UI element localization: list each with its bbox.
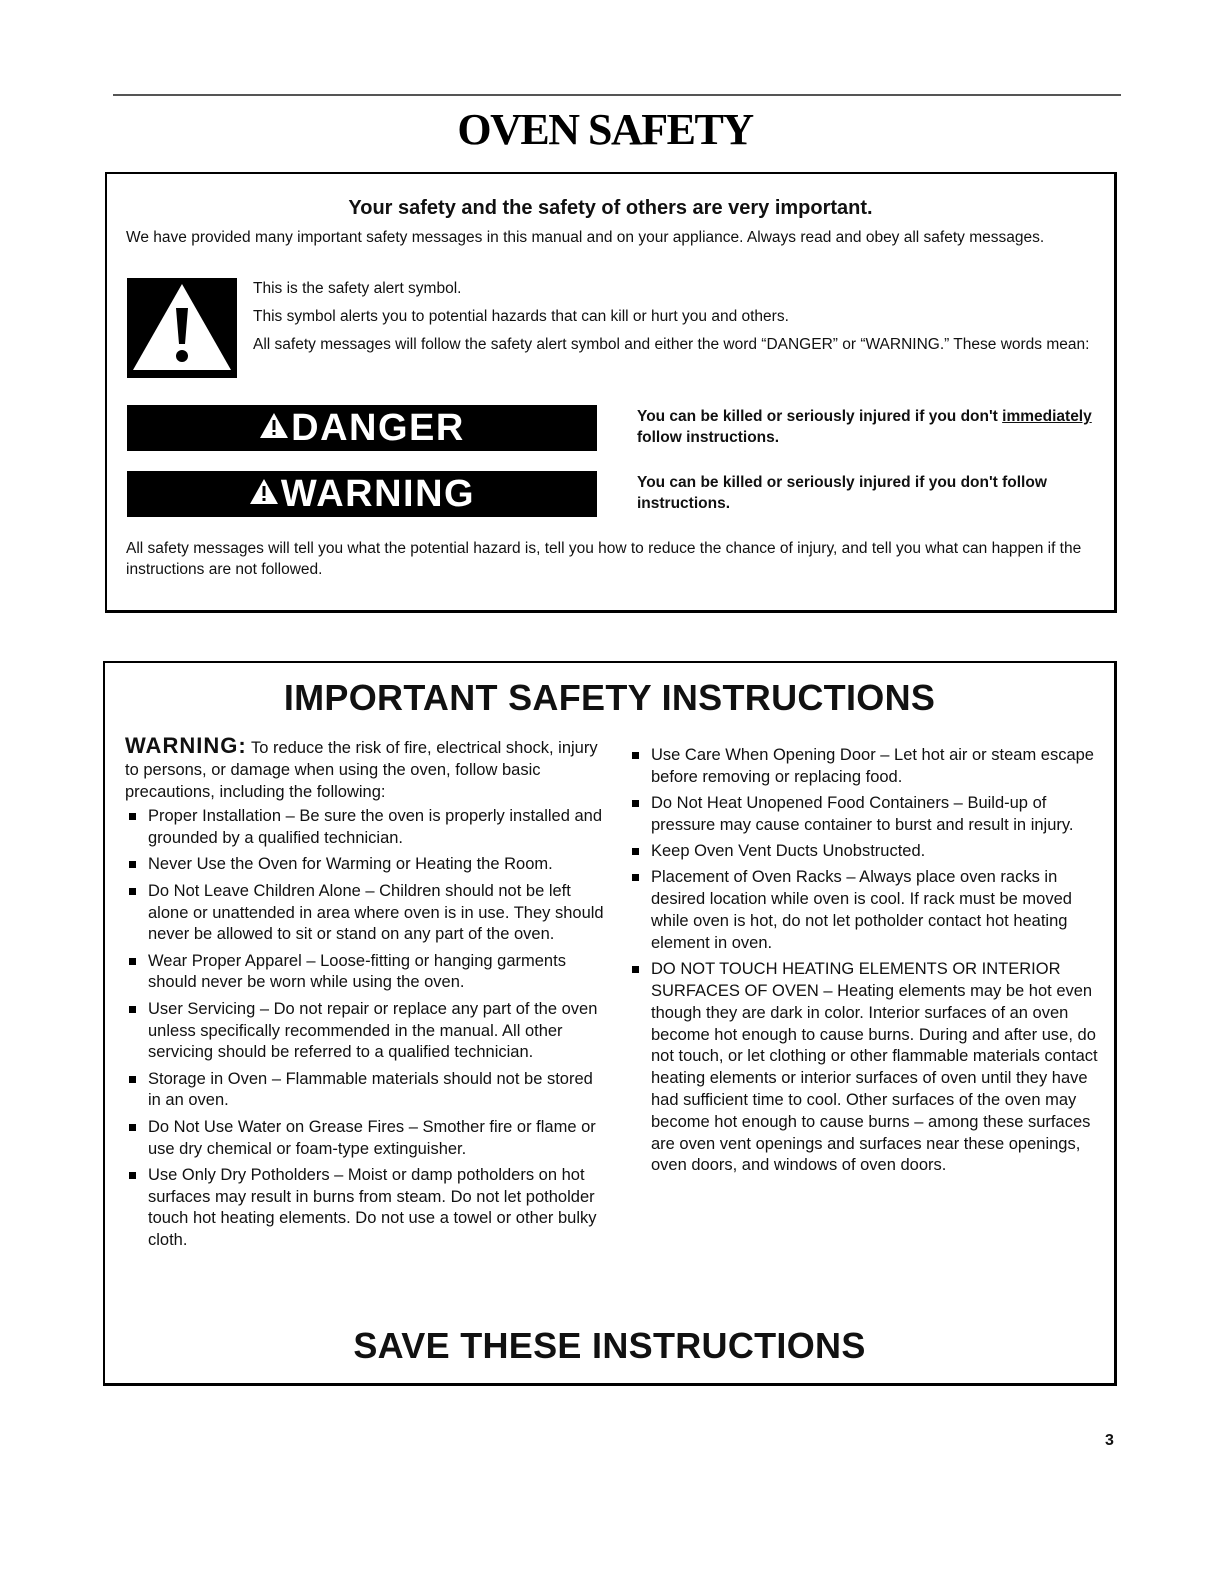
- warning-intro-label: WARNING:: [125, 733, 247, 758]
- bullet-icon: [129, 1006, 136, 1013]
- warning-signal-bar: [127, 471, 597, 517]
- list-item: Do Not Use Water on Grease Fires – Smother fire or flame or use dry chemical or foam-type extinguisher.: [125, 1117, 607, 1161]
- bullet-icon: [129, 888, 136, 895]
- page-title: OVEN SAFETY: [457, 105, 753, 154]
- list-item: Proper Installation – Be sure the oven is properly installed and grounded by a qualified technician.: [125, 806, 607, 850]
- bullet-icon: [129, 1172, 136, 1179]
- warning-intro-text: To reduce the risk of fire, electrical shock, injury to persons, or damage when using the oven, follow basic precautions, including the following:: [125, 739, 598, 801]
- list-item: Do Not Heat Unopened Food Containers – Build-up of pressure may cause container to burst and result in injury.: [628, 793, 1103, 837]
- list-item: Storage in Oven – Flammable materials should not be stored in an oven.: [125, 1069, 607, 1113]
- safety-alert-icon: [127, 278, 237, 378]
- bullet-icon: [129, 958, 136, 965]
- alert-line: All safety messages will follow the safety alert symbol and either the word “DANGER” or “WARNING.” These words mean:: [253, 336, 1090, 353]
- alert-line: This symbol alerts you to potential hazards that can kill or hurt you and others.: [253, 308, 789, 325]
- danger-signal-bar: [127, 405, 597, 451]
- bullet-icon: [632, 966, 639, 973]
- list-item: Do Not Leave Children Alone – Children should not be left alone or unattended in area where oven is in use. They should never be allowed to sit or stand on any part of the oven.: [125, 881, 607, 946]
- list-item: Never Use the Oven for Warming or Heating the Room.: [125, 854, 607, 876]
- bullet-icon: [129, 813, 136, 820]
- list-item: Use Care When Opening Door – Let hot air or steam escape before removing or replacing food.: [628, 745, 1103, 789]
- alert-triangle-icon: [249, 478, 279, 505]
- bullet-icon: [129, 1124, 136, 1131]
- warning-label: WARNING: [280, 473, 476, 515]
- safety-message-box: [105, 172, 1117, 613]
- bullet-icon: [632, 848, 639, 855]
- alert-triangle-icon: [259, 412, 289, 439]
- top-rule: [113, 94, 1121, 96]
- instruction-list-right: [628, 745, 1103, 1177]
- list-item: Wear Proper Apparel – Loose-fitting or hanging garments should never be worn while using the oven.: [125, 951, 607, 995]
- save-instructions-footer: SAVE THESE INSTRUCTIONS: [353, 1325, 866, 1366]
- safety-outro-text: All safety messages will tell you what the potential hazard is, tell you how to reduce the chance of injury, and tell you what can happen if the instructions are not followed.: [126, 540, 1082, 578]
- safety-box-heading: Your safety and the safety of others are very important.: [348, 197, 873, 219]
- instructions-right-column: [628, 745, 1103, 1182]
- instructions-left-column: [125, 735, 607, 1257]
- alert-line: This is the safety alert symbol.: [253, 280, 462, 297]
- bullet-icon: [129, 1076, 136, 1083]
- bullet-icon: [129, 861, 136, 868]
- danger-desc-emphasis: immediately: [1002, 408, 1092, 425]
- warning-intro: [125, 735, 607, 803]
- danger-desc-part1: You can be killed or seriously injured if you don't: [637, 408, 998, 425]
- list-item: Keep Oven Vent Ducts Unobstructed.: [628, 841, 1103, 863]
- danger-description: [637, 406, 1097, 448]
- instruction-list-left: [125, 806, 607, 1252]
- bullet-icon: [632, 752, 639, 759]
- bullet-icon: [632, 800, 639, 807]
- safety-intro-text: We have provided many important safety messages in this manual and on your appliance. Always read and obey all safety messages.: [126, 229, 1045, 246]
- danger-desc-part2: follow instructions.: [637, 429, 780, 446]
- instructions-title: IMPORTANT SAFETY INSTRUCTIONS: [283, 677, 936, 718]
- alert-symbol-explanation: [253, 278, 1093, 362]
- list-item: Placement of Oven Racks – Always place oven racks in desired location while oven is cool. If rack must be moved while oven is hot, do not let potholder contact hot heating element in oven.: [628, 867, 1103, 954]
- page-number: 3: [1105, 1432, 1114, 1449]
- danger-label: DANGER: [291, 407, 465, 449]
- important-instructions-box: [103, 661, 1117, 1386]
- warning-description: You can be killed or seriously injured if you don't follow instructions.: [637, 474, 1047, 512]
- bullet-icon: [632, 874, 639, 881]
- list-item: User Servicing – Do not repair or replace any part of the oven unless specifically recommended in the manual. All other servicing should be referred to a qualified technician.: [125, 999, 607, 1064]
- list-item: Use Only Dry Potholders – Moist or damp potholders on hot surfaces may result in burns from steam. Do not let potholder touch hot heating elements. Do not use a towel or other bulky cloth.: [125, 1165, 607, 1252]
- list-item: DO NOT TOUCH HEATING ELEMENTS OR INTERIOR SURFACES OF OVEN – Heating elements may be hot even though they are dark in color. Interior surfaces of an oven become hot enough to cause burns. During and after use, do not touch, or let clothing or other flammable materials contact heating elements or interior surfaces of oven until they have had sufficient time to cool. Other surfaces of the oven may become hot enough to cause burns – among these surfaces are oven vent openings and surfaces near these openings, oven doors, and windows of oven doors.: [628, 959, 1103, 1177]
